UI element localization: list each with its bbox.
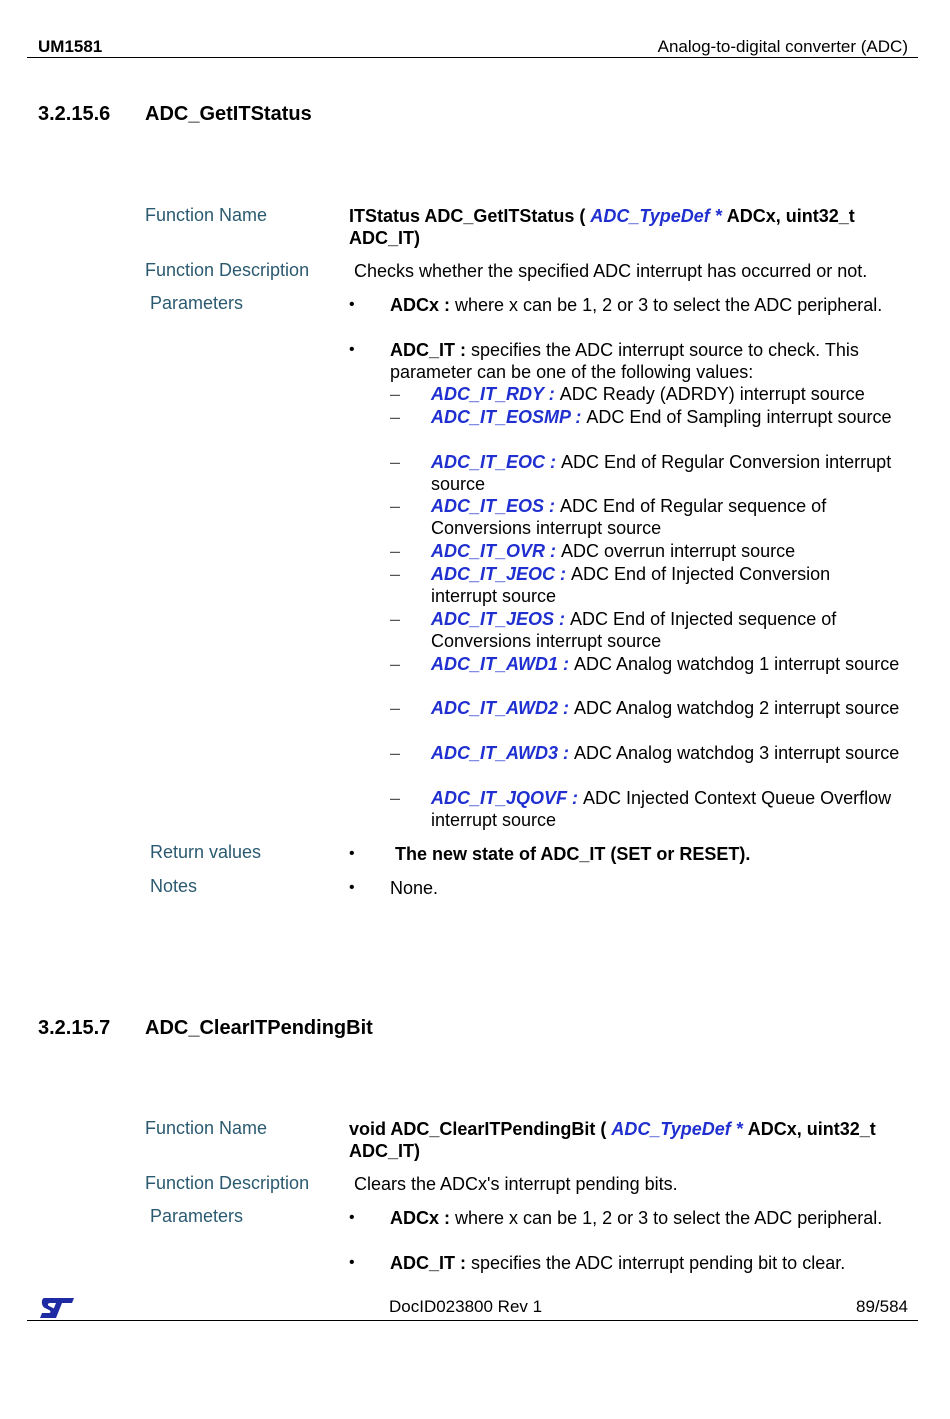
label-parameters: Parameters bbox=[150, 1206, 244, 1226]
bullet-icon: • bbox=[349, 1254, 355, 1271]
dash-icon: – bbox=[390, 452, 401, 472]
param-name: ADC_IT : bbox=[390, 340, 471, 360]
footer-rule bbox=[27, 1320, 918, 1321]
dash-icon: – bbox=[390, 407, 401, 427]
param-name: ADC_IT : bbox=[390, 1253, 471, 1273]
type-link[interactable]: ADC_TypeDef * bbox=[611, 1119, 748, 1139]
value-item bbox=[390, 787, 900, 831]
value-desc: ADC Injected Context Queue Overflow interrupt source bbox=[431, 788, 892, 830]
param-item bbox=[349, 1252, 909, 1274]
section-title: ADC_GetITStatus bbox=[145, 103, 312, 125]
value-name[interactable]: ADC_IT_JEOC : bbox=[431, 564, 572, 584]
value-item bbox=[390, 383, 900, 405]
section-title: ADC_ClearITPendingBit bbox=[145, 1017, 373, 1039]
value-name[interactable]: ADC_IT_AWD1 : bbox=[431, 654, 575, 674]
value-item bbox=[390, 563, 900, 607]
param-desc: where x can be 1, 2 or 3 to select the ADC peripheral. bbox=[455, 295, 883, 315]
bullet-icon: • bbox=[349, 845, 355, 862]
dash-icon: – bbox=[390, 654, 401, 674]
param-desc: where x can be 1, 2 or 3 to select the ADC peripheral. bbox=[455, 1208, 883, 1228]
function-description: Clears the ADCx's interrupt pending bits. bbox=[354, 1174, 678, 1194]
value-name[interactable]: ADC_IT_OVR : bbox=[431, 541, 562, 561]
value-desc: ADC overrun interrupt source bbox=[561, 541, 796, 561]
bullet-icon: • bbox=[349, 296, 355, 313]
param-name: ADCx : bbox=[390, 1208, 456, 1228]
value-desc: ADC Analog watchdog 1 interrupt source bbox=[574, 654, 900, 674]
return-value: The new state of ADC_IT (SET or RESET). bbox=[395, 844, 751, 864]
param-item bbox=[349, 339, 909, 383]
dash-icon: – bbox=[390, 788, 401, 808]
value-name[interactable]: ADC_IT_JEOS : bbox=[431, 609, 571, 629]
value-item bbox=[390, 495, 900, 539]
bullet-icon: • bbox=[349, 341, 355, 358]
type-link[interactable]: ADC_TypeDef * bbox=[590, 206, 727, 226]
value-name[interactable]: ADC_IT_JQOVF : bbox=[431, 788, 584, 808]
st-logo-icon bbox=[38, 1296, 76, 1320]
dash-icon: – bbox=[390, 496, 401, 516]
value-name[interactable]: ADC_IT_AWD2 : bbox=[431, 698, 575, 718]
section-number: 3.2.15.6 bbox=[38, 103, 111, 125]
signature-suffix: ADCx, uint32_t bbox=[726, 206, 855, 226]
label-function-name: Function Name bbox=[145, 205, 268, 225]
value-desc: ADC Ready (ADRDY) interrupt source bbox=[559, 384, 865, 404]
param-item bbox=[349, 294, 909, 316]
bullet-icon: • bbox=[349, 879, 355, 896]
signature-prefix: ITStatus ADC_GetITStatus ( bbox=[349, 206, 591, 226]
value-item bbox=[390, 742, 900, 764]
label-parameters: Parameters bbox=[150, 293, 244, 313]
value-desc: ADC End of Sampling interrupt source bbox=[586, 407, 892, 427]
doc-code: UM1581 bbox=[38, 37, 103, 56]
dash-icon: – bbox=[390, 564, 401, 584]
value-name[interactable]: ADC_IT_EOS : bbox=[431, 496, 561, 516]
notes-value: None. bbox=[390, 878, 439, 898]
value-desc: ADC End of Regular Conversion interrupt source bbox=[431, 452, 892, 494]
chapter-title: Analog-to-digital converter (ADC) bbox=[657, 37, 908, 56]
section-heading bbox=[38, 1017, 373, 1040]
value-name[interactable]: ADC_IT_AWD3 : bbox=[431, 743, 575, 763]
dash-icon: – bbox=[390, 743, 401, 763]
value-desc: ADC End of Injected Conversion interrupt source bbox=[431, 564, 831, 606]
param-name: ADCx : bbox=[390, 295, 456, 315]
value-item bbox=[390, 540, 900, 562]
function-description: Checks whether the specified ADC interrupt has occurred or not. bbox=[354, 261, 868, 281]
signature-prefix: void ADC_ClearITPendingBit ( bbox=[349, 1119, 612, 1139]
signature-end: ADC_IT) bbox=[349, 228, 420, 248]
section-number: 3.2.15.7 bbox=[38, 1017, 111, 1039]
param-item bbox=[349, 1207, 909, 1229]
doc-id: DocID023800 Rev 1 bbox=[389, 1297, 543, 1316]
dash-icon: – bbox=[390, 541, 401, 561]
value-name[interactable]: ADC_IT_EOC : bbox=[431, 452, 562, 472]
page-number: 89/584 bbox=[856, 1297, 908, 1316]
value-name[interactable]: ADC_IT_EOSMP : bbox=[431, 407, 587, 427]
function-signature bbox=[349, 1118, 909, 1162]
label-notes: Notes bbox=[150, 876, 198, 896]
value-desc: ADC End of Regular sequence of Conversions interrupt source bbox=[431, 496, 827, 538]
dash-icon: – bbox=[390, 609, 401, 629]
label-function-description: Function Description bbox=[145, 1173, 310, 1193]
param-desc: specifies the ADC interrupt source to check. This parameter can be one of the following values: bbox=[390, 340, 859, 382]
param-desc: specifies the ADC interrupt pending bit to clear. bbox=[471, 1253, 846, 1273]
label-return-values: Return values bbox=[150, 842, 262, 862]
dash-icon: – bbox=[390, 698, 401, 718]
value-item bbox=[390, 697, 900, 719]
value-desc: ADC End of Injected sequence of Conversions interrupt source bbox=[431, 609, 837, 651]
header-rule bbox=[27, 57, 918, 58]
signature-end: ADC_IT) bbox=[349, 1141, 420, 1161]
value-item bbox=[390, 451, 900, 495]
label-function-description: Function Description bbox=[145, 260, 310, 280]
bullet-icon: • bbox=[349, 1209, 355, 1226]
value-item bbox=[390, 653, 900, 675]
return-item bbox=[349, 843, 909, 865]
value-name[interactable]: ADC_IT_RDY : bbox=[431, 384, 560, 404]
dash-icon: – bbox=[390, 384, 401, 404]
value-item bbox=[390, 608, 900, 652]
section-heading bbox=[38, 103, 312, 126]
function-signature bbox=[349, 205, 909, 249]
value-item bbox=[390, 406, 900, 428]
notes-item bbox=[349, 877, 909, 899]
value-desc: ADC Analog watchdog 2 interrupt source bbox=[574, 698, 900, 718]
value-desc: ADC Analog watchdog 3 interrupt source bbox=[574, 743, 900, 763]
label-function-name: Function Name bbox=[145, 1118, 268, 1138]
signature-suffix: ADCx, uint32_t bbox=[747, 1119, 876, 1139]
